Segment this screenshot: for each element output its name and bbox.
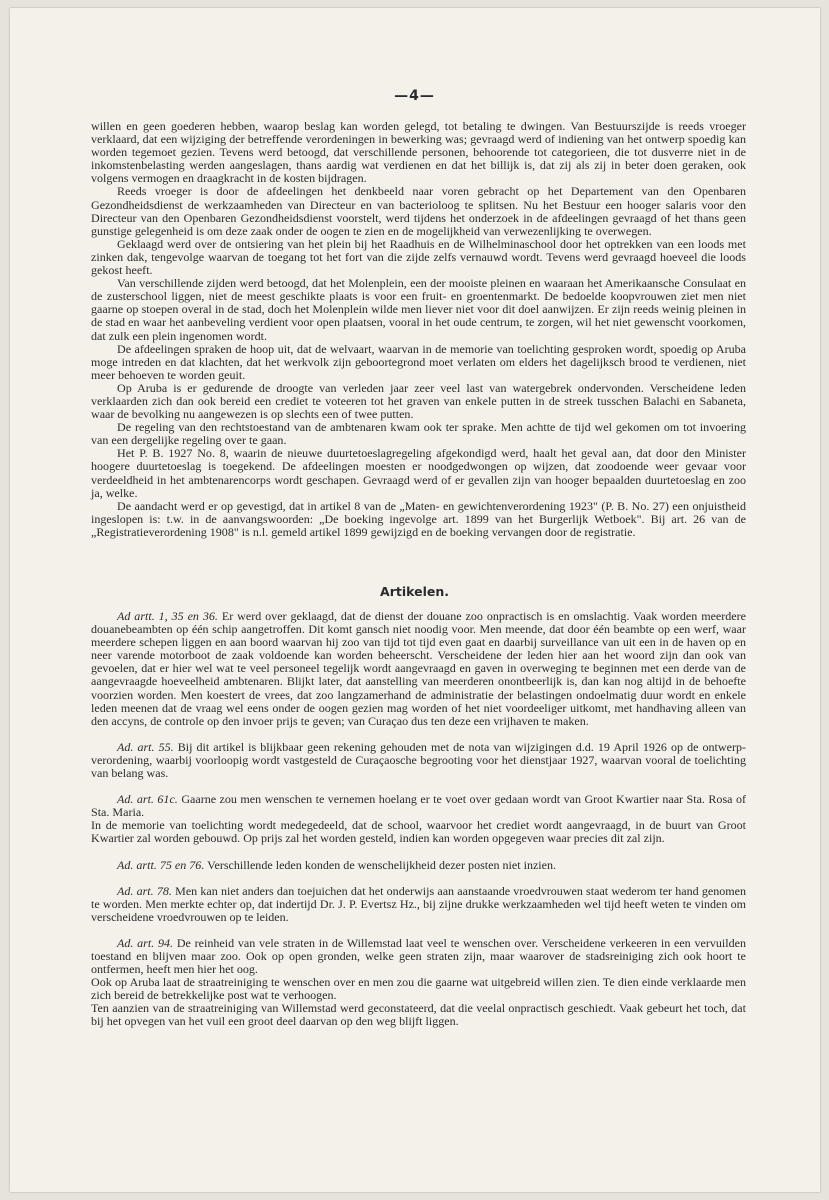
paragraph: Van verschillende zijden werd betoogd, dat het Molenplein, een der mooiste pleinen en waaraan het Amerikaansche Consulaat en de zusterschool liggen, niet de meest geschikte plaats is voor een fruit- en groentenmarkt. De bedoelde koopvrouwen ziet men niet gaarne op stoepen overal in de stad, doch het Molenplein wilde men liever niet voor dit doel aanwijzen. Er zijn reeds weinig pleinen in de stad en waar het aanbeveling verdient voor open plaatsen, vooral in het oude centrum, te zorgen, wil het niet gewenscht voorkomen, dat zulk een plein ingenomen wordt. [91,276,746,343]
paragraph: willen en geen goederen hebben, waarop beslag kan worden gelegd, tot betaling te dwingen. Van Bestuurszijde is reeds vroeger verklaard, dat een wijziging der betreffende verordeningen in bewerking was; gevraagd werd of indiening van het ontwerp spoedig kan worden tegemoet gezien. Tevens werd betoogd, dat verschillende personen, behoorende tot categorieen, die tot dusverre niet in de inkomstenbelasting werden aangeslagen, thans aardig wat verdienen en dat het billijk is, dat zij als zij in beter doen geraken, ook volgens vermogen en draagkracht in de kosten bijdragen. [91,119,746,186]
article-paragraph [91,859,746,872]
article-text: Verschillende leden konden de wenschelijkheid dezer posten niet inzien. [207,857,557,872]
article-extra: Ten aanzien van de straatreiniging van Willemstad werd geconstateerd, dat die veelal onpractisch geschiedt. Vaak gebeurt het toch, dat bij het opvegen van het vuil een groot deel daarvan op den weg blijft liggen. [91,1001,746,1029]
article-text: Men kan niet anders dan toejuichen dat het onderwijs aan aanstaande vroedvrouwen staat wederom ter hand genomen te worden. Men merkte echter op, dat indertijd Dr. J. P. Evertsz Hz., bij zijne drukke werkzaamheden wel tijd heeft weten te vinden om verscheidene vroedvrouwen op te leiden. [91,883,747,924]
article-entry [91,610,746,728]
article-ref: Ad. art. 78. [117,883,172,898]
article-paragraph [91,937,746,976]
article-paragraph [91,610,746,728]
article-text: Gaarne zou men wenschen te vernemen hoelang er te voet over gedaan wordt van Groot Kwartier naar Sta. Rosa of Sta. Maria. [91,792,747,820]
article-text: Er werd over geklaagd, dat de dienst der douane zoo onpractisch is en omslachtig. Vaak worden meerdere douanebeambten op één schip aangetroffen. Dit komt gansch niet noodig voor. Men meende, dat door één beambte op een werf, waar meerdere schepen liggen en aan boord waarvan hij zoo van tijd tot tijd even gaat en daarbij surveillance van uit een in de haven op en neer varende motorboot de zaak voldoende kan worden beheerscht. Verscheidene der leden hier aan het woord zijn dan ook van gevoelen, dat er hier wel wat te veel personeel tegelijk wordt aangevraagd en gaven in overweging te beginnen met een derde van de aangevraagde hoeveelheid ambtenaren. Blijkt later, dat aanstelling van meerderen onontbeerlijk is, dan kan nog altijd in de behoefte voorzien worden. Men koestert de vrees, dat zoo langzamerhand de administratie der belastingen ondoelmatig duur wordt en enkele leden meenen dat de vraag wel eens onder de oogen gezien mag worden of het niet voordeeliger uitkomt, met handhaving alleen van den accyns, de controle op den invoer prijs te geven; van Curaçao dus ten deze een vrijhaven te maken. [91,609,747,728]
paragraph: De aandacht werd er op gevestigd, dat in artikel 8 van de „Maten- en gewichtenverordening 1923" (P. B. No. 27) een onjuistheid ingeslopen is: t.w. in de aanvangswoorden: „De boeking ingevolge art. 1899 van het Burgerlijk Wetboek". Bij art. 26 van de „Registratieverordening 1908" is n.l. gemeld artikel 1899 gewijzigd en de boeking vervangen door de registratie. [91,498,746,539]
article-extra: In de memorie van toelichting wordt medegedeeld, dat de school, waarvoor het crediet wordt aangevraagd, in de buurt van Groot Kwartier zal worden gebouwd. Op prijs zal het worden gesteld, indien kan worden opgegeven waar precies dit zal zijn. [91,818,746,846]
article-entry [91,793,746,845]
article-entry [91,937,746,1029]
page-number: —4— [394,88,435,104]
section-heading: Artikelen. [380,584,449,599]
paragraph: Het P. B. 1927 No. 8, waarin de nieuwe duurtetoeslagregeling afgekondigd werd, haalt het geval aan, dat door den Minister hoogere duurtetoeslag is toegekend. De afdeelingen moesten er noodgedwongen op wijzen, dat zoodoende weer gevaar voor verdeeldheid in het ambtenarencorps wordt geschapen. Gevraagd werd of er gevallen zijn van hooger bepaalden duurtetoeslag en zoo ja, welke. [91,446,746,500]
article-ref: Ad. art. 61c. [117,792,178,807]
paragraph: De regeling van den rechtstoestand van de ambtenaren kwam ook ter sprake. Men achtte de tijd wel gekomen om tot invoering van een dergelijke regeling over te gaan. [91,420,746,448]
article-extra: Ook op Aruba laat de straatreiniging te wenschen over en men zou die gaarne wat uitgebreid willen zien. Te dien einde verklaarde men zich bereid de betrekkelijke post wat te verhoogen. [91,975,746,1003]
paragraph: De afdeelingen spraken de hoop uit, dat de welvaart, waarvan in de memorie van toelichting gesproken wordt, spoedig op Aruba moge intreden en dat klachten, dat het werkvolk zijn geboortegrond moet verlaten om elders het dagelijksch brood te verdienen, niet meer behoeven te worden geuit. [91,341,746,382]
article-entry [91,885,746,924]
articles-section [91,610,746,1029]
paragraph: Op Aruba is er gedurende de droogte van verleden jaar zeer veel last van watergebrek ondervonden. Verscheidene leden verklaarden zich dan ook bereid een crediet te voteeren tot het graven van enkele putten in de streek tusschen Balachi en Sabaneta, waar de bevolking nu aangewezen is op slechts een of twee putten. [91,380,746,422]
paragraph: Geklaagd werd over de ontsiering van het plein bij het Raadhuis en de Wilhelminaschool door het optrekken van een loods met zinken dak, tengevolge waarvan de toegang tot het fort van die zijde zelfs vernauwd wordt. Tevens werd gevraagd hoeveel die loods gekost heeft. [91,236,746,278]
article-ref: Ad. art. 55. [117,739,174,754]
article-entry [91,741,746,780]
paragraph: Reeds vroeger is door de afdeelingen het denkbeeld naar voren gebracht op het Departement van den Openbaren Gezondheidsdienst de werkzaamheden van Directeur en van bacterioloog te splitsen. Nu het Bestuur een hooger salaris voor den Directeur van den Openbaren Gezondheidsdienst voorstelt, werd tijdens het onderzoek in de afdeelingen gevraagd of het thans geen gunstige gelegenheid is om deze zaak onder de oogen te zien en de mogelijkheid van verwezenlijking te overwegen. [91,184,746,238]
article-ref: Ad. art. 94. [117,935,174,950]
article-ref: Ad. artt. 75 en 76. [117,857,205,872]
article-text: Bij dit artikel is blijkbaar geen rekening gehouden met de nota van wijzigingen d.d. 19 April 1926 op de ontwerp-verordening, waarbij voorloopig wordt vastgesteld de Curaçaosche begrooting voor het dienstjaar 1927, waarvan vooral de toelichting van belang was. [91,739,747,781]
article-paragraph [91,741,746,780]
article-paragraph [91,793,746,819]
article-paragraph [91,885,746,924]
article-entry [91,859,746,872]
article-ref: Ad artt. 1, 35 en 36. [117,609,218,623]
article-text: De reinheid van vele straten in de Willemstad laat veel te wenschen over. Verscheidene verkeeren in een vervuilden toestand en blijven maar zoo. Ook op open gronden, welke geen straten zijn, maar waarover de stadsreiniging zich ook hoort te ontfermen, heeft men hier het oog. [91,935,746,977]
intro-section [91,120,746,539]
